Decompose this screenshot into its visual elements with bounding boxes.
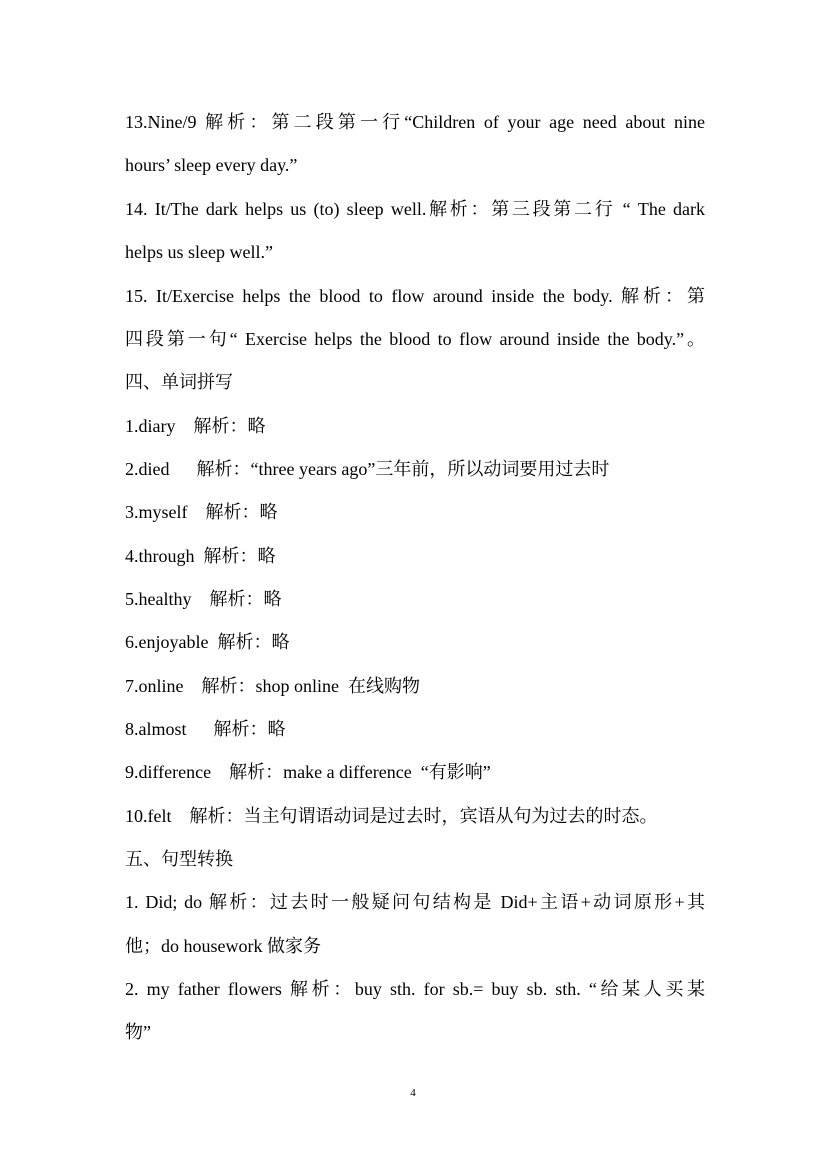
spelling-answer-2: 2.died 解析：“three years ago”三年前，所以动词要用过去时 — [125, 459, 610, 479]
spelling-answer-3: 3.myself 解析：略 — [125, 502, 278, 522]
transform-answer-1-line-2: 他；do housework 做家务 — [125, 936, 321, 956]
answer-14-line-2: helps us sleep well.” — [125, 242, 273, 262]
section-heading-sentence-transform: 五、句型转换 — [125, 849, 233, 869]
spelling-answer-9: 9.difference 解析：make a difference “有影响” — [125, 762, 491, 782]
spelling-answer-6: 6.enjoyable 解析：略 — [125, 632, 290, 652]
transform-answer-2-line-1: 2. my father flowers 解析：buy sth. for sb.= buy sb. sth. “给某人买某 — [125, 979, 705, 999]
answer-15-line-2: 四段第一句“ Exercise helps the blood to flow around inside the body.”。 — [125, 329, 705, 349]
spelling-answer-7: 7.online 解析：shop online 在线购物 — [125, 676, 420, 696]
answer-15-line-1: 15. It/Exercise helps the blood to flow around inside the body. 解析：第 — [125, 286, 705, 306]
section-heading-spelling: 四、单词拼写 — [125, 372, 233, 392]
spelling-answer-8: 8.almost 解析：略 — [125, 719, 286, 739]
spelling-answer-1: 1.diary 解析：略 — [125, 416, 266, 436]
transform-answer-2-line-2: 物” — [125, 1022, 151, 1042]
page-number: 4 — [410, 1087, 416, 1099]
answer-13-line-1: 13.Nine/9 解析：第二段第一行“Children of your age need about nine — [125, 112, 705, 132]
spelling-answer-10: 10.felt 解析：当主句谓语动词是过去时，宾语从句为过去的时态。 — [125, 806, 658, 826]
answer-13-line-2: hours’ sleep every day.” — [125, 155, 298, 175]
spelling-answer-5: 5.healthy 解析：略 — [125, 589, 282, 609]
spelling-answer-4: 4.through 解析：略 — [125, 546, 276, 566]
transform-answer-1-line-1: 1. Did; do 解析：过去时一般疑问句结构是 Did+主语+动词原形+其 — [125, 892, 705, 912]
answer-14-line-1: 14. It/The dark helps us (to) sleep well.解析：第三段第二行 “ The dark — [125, 199, 705, 219]
